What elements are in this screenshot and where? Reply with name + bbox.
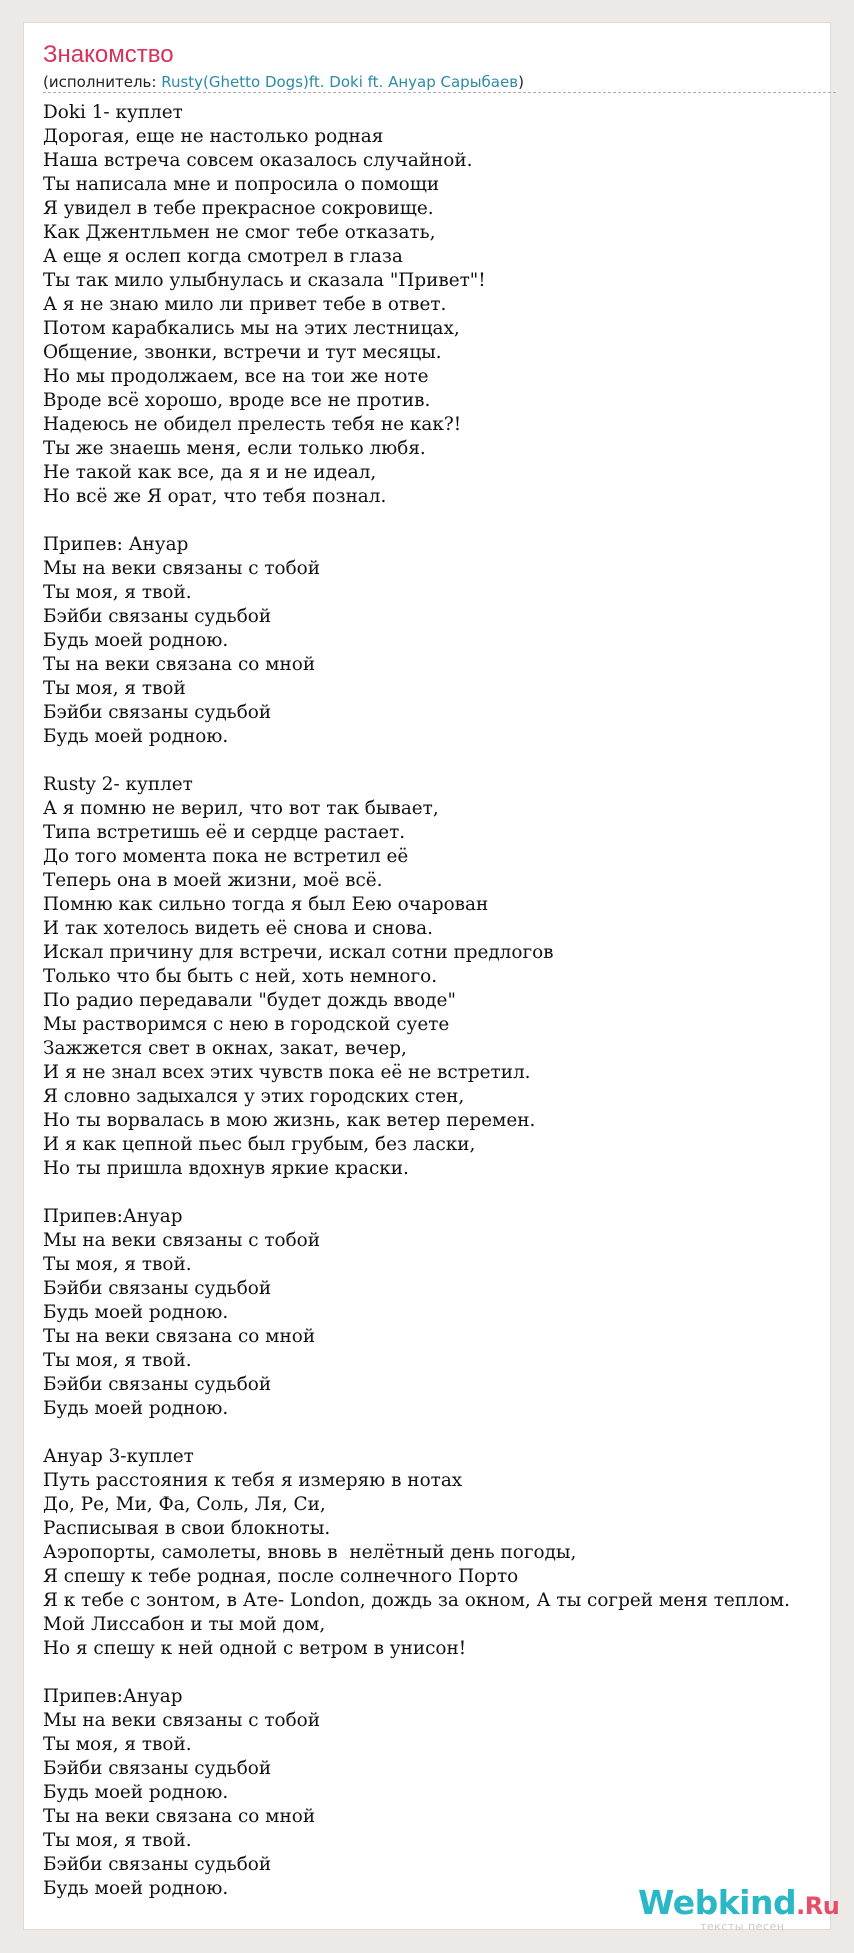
logo-main-text: Webkind (638, 1883, 797, 1922)
lyrics-line: Бэйби связаны судьбой (43, 702, 272, 723)
lyrics-line: Я к тебе с зонтом, в Ате- London, дождь за окном, А ты согрей меня теплом. (43, 1590, 790, 1611)
lyrics-line: Не такой как все, да я и не идеал, (43, 462, 377, 483)
lyrics-line: Ты на веки связана со мной (43, 1806, 316, 1827)
lyrics-line: Будь моей родною. (43, 630, 229, 651)
lyrics-line: Я увидел в тебе прекрасное сокровище. (43, 198, 434, 219)
lyrics-line: Мы на веки связаны с тобой (43, 1230, 320, 1251)
lyrics-line: Ты же знаешь меня, если только любя. (43, 438, 426, 459)
lyrics-blank-line (43, 1181, 843, 1205)
lyrics-line: Doki 1- куплет (43, 102, 183, 123)
performer-line (43, 71, 815, 94)
lyrics-line: И так хотелось видеть её снова и снова. (43, 918, 433, 939)
lyrics-line: Бэйби связаны судьбой (43, 1854, 272, 1875)
lyrics-line: Но я спешу к ней одной с ветром в унисон! (43, 1638, 467, 1659)
lyrics-line: Будь моей родною. (43, 1878, 229, 1899)
lyrics-line: Надеюсь не обидел прелесть тебя не как?! (43, 414, 462, 435)
webkind-logo[interactable] (638, 1883, 838, 1931)
lyrics-blank-line (43, 1421, 843, 1445)
lyrics-line: Я спешу к тебе родная, после солнечного Порто (43, 1566, 519, 1587)
lyrics-line: Ты написала мне и попросила о помощи (43, 174, 440, 195)
lyrics-line: Припев: Ануар (43, 534, 189, 555)
lyrics-line: Припев:Ануар (43, 1206, 183, 1227)
lyrics-line: Rusty 2- куплет (43, 774, 193, 795)
lyrics-line: Зажжется свет в окнах, закат, вечер, (43, 1038, 407, 1059)
lyrics-blank-line (43, 1661, 843, 1685)
logo-tld-text: .Ru (796, 1892, 840, 1920)
lyrics-line: Мы на веки связаны с тобой (43, 1710, 320, 1731)
lyrics-line: И я как цепной пьес был грубым, без ласки, (43, 1134, 476, 1155)
lyrics-line: Но мы продолжаем, все на тои же ноте (43, 366, 429, 387)
lyrics-line: Мы на веки связаны с тобой (43, 558, 320, 579)
lyrics-line: Аэропорты, самолеты, вновь в нелётный день погоды, (43, 1542, 577, 1563)
lyrics-line: И я не знал всех этих чувств пока её не встретил. (43, 1062, 531, 1083)
lyrics-line: Ты на веки связана со мной (43, 654, 316, 675)
lyrics-line: Бэйби связаны судьбой (43, 1374, 272, 1395)
lyrics-line: Путь расстояния к тебя я измеряю в нотах (43, 1470, 463, 1491)
lyrics-line: Ты на веки связана со мной (43, 1326, 316, 1347)
performer-link[interactable]: Rusty(Ghetto Dogs)ft. Doki ft. Ануар Сарыбаев (161, 73, 519, 91)
lyrics-text (43, 101, 843, 1901)
lyrics-line: Типа встретишь её и сердце растает. (43, 822, 406, 843)
lyrics-line: Как Джентльмен не смог тебе отказать, (43, 222, 436, 243)
lyrics-line: Теперь она в моей жизни, моё всё. (43, 870, 383, 891)
lyrics-line: Только что бы быть с ней, хоть немного. (43, 966, 438, 987)
lyrics-line: По радио передавали "будет дождь вводе" (43, 990, 456, 1011)
lyrics-line: А я помню не верил, что вот так бывает, (43, 798, 439, 819)
lyrics-blank-line (43, 749, 843, 773)
lyrics-line: Но ты ворвалась в мою жизнь, как ветер перемен. (43, 1110, 536, 1131)
dotted-divider (43, 92, 836, 93)
lyrics-line: Ты моя, я твой (43, 678, 186, 699)
lyrics-line: Ты моя, я твой. (43, 1734, 192, 1755)
lyrics-line: Мы растворимся с нею в городской суете (43, 1014, 450, 1035)
lyrics-line: Будь моей родною. (43, 1302, 229, 1323)
lyrics-line: Я словно задыхался у этих городских стен, (43, 1086, 465, 1107)
lyrics-line: Но ты пришла вдохнув яркие краски. (43, 1158, 409, 1179)
lyrics-card (23, 22, 840, 1933)
lyrics-line: Ты моя, я твой. (43, 1254, 192, 1275)
lyrics-line: До, Ре, Ми, Фа, Соль, Ля, Си, (43, 1494, 326, 1515)
lyrics-line: Мой Лиссабон и ты мой дом, (43, 1614, 326, 1635)
lyrics-line: Расписывая в свои блокноты. (43, 1518, 331, 1539)
lyrics-line: Искал причину для встречи, искал сотни предлогов (43, 942, 554, 963)
lyrics-line: Потом карабкались мы на этих лестницах, (43, 318, 460, 339)
logo-tagline: тексты песен (700, 1920, 785, 1933)
lyrics-line: А я не знаю мило ли привет тебе в ответ. (43, 294, 447, 315)
lyrics-line: Ты моя, я твой. (43, 1350, 192, 1371)
lyrics-line: Ты моя, я твой. (43, 1830, 192, 1851)
lyrics-line: Будь моей родною. (43, 1782, 229, 1803)
lyrics-line: Припев:Ануар (43, 1686, 183, 1707)
lyrics-line: Общение, звонки, встречи и тут месяцы. (43, 342, 442, 363)
lyrics-line: Будь моей родною. (43, 726, 229, 747)
lyrics-line: Будь моей родною. (43, 1398, 229, 1419)
lyrics-line: Ануар 3-куплет (43, 1446, 194, 1467)
lyrics-line: Наша встреча совсем оказалось случайной. (43, 150, 473, 171)
lyrics-line: Помню как сильно тогда я был Еею очарован (43, 894, 489, 915)
performer-suffix: ) (518, 73, 524, 91)
lyrics-line: Но всё же Я орат, что тебя познал. (43, 486, 387, 507)
lyrics-line: Бэйби связаны судьбой (43, 1758, 272, 1779)
lyrics-line: Вроде всё хорошо, вроде все не против. (43, 390, 431, 411)
lyrics-line: Дорогая, еще не настолько родная (43, 126, 384, 147)
lyrics-line: До того момента пока не встретил её (43, 846, 409, 867)
lyrics-line: Ты моя, я твой. (43, 582, 192, 603)
performer-prefix: (исполнитель: (43, 73, 162, 91)
lyrics-blank-line (43, 509, 843, 533)
lyrics-line: Бэйби связаны судьбой (43, 1278, 272, 1299)
lyrics-line: Бэйби связаны судьбой (43, 606, 272, 627)
lyrics-line: А еще я ослеп когда смотрел в глаза (43, 246, 403, 267)
lyrics-line: Ты так мило улыбнулась и сказала "Привет"! (43, 270, 486, 291)
song-title: Знакомство (43, 41, 174, 68)
